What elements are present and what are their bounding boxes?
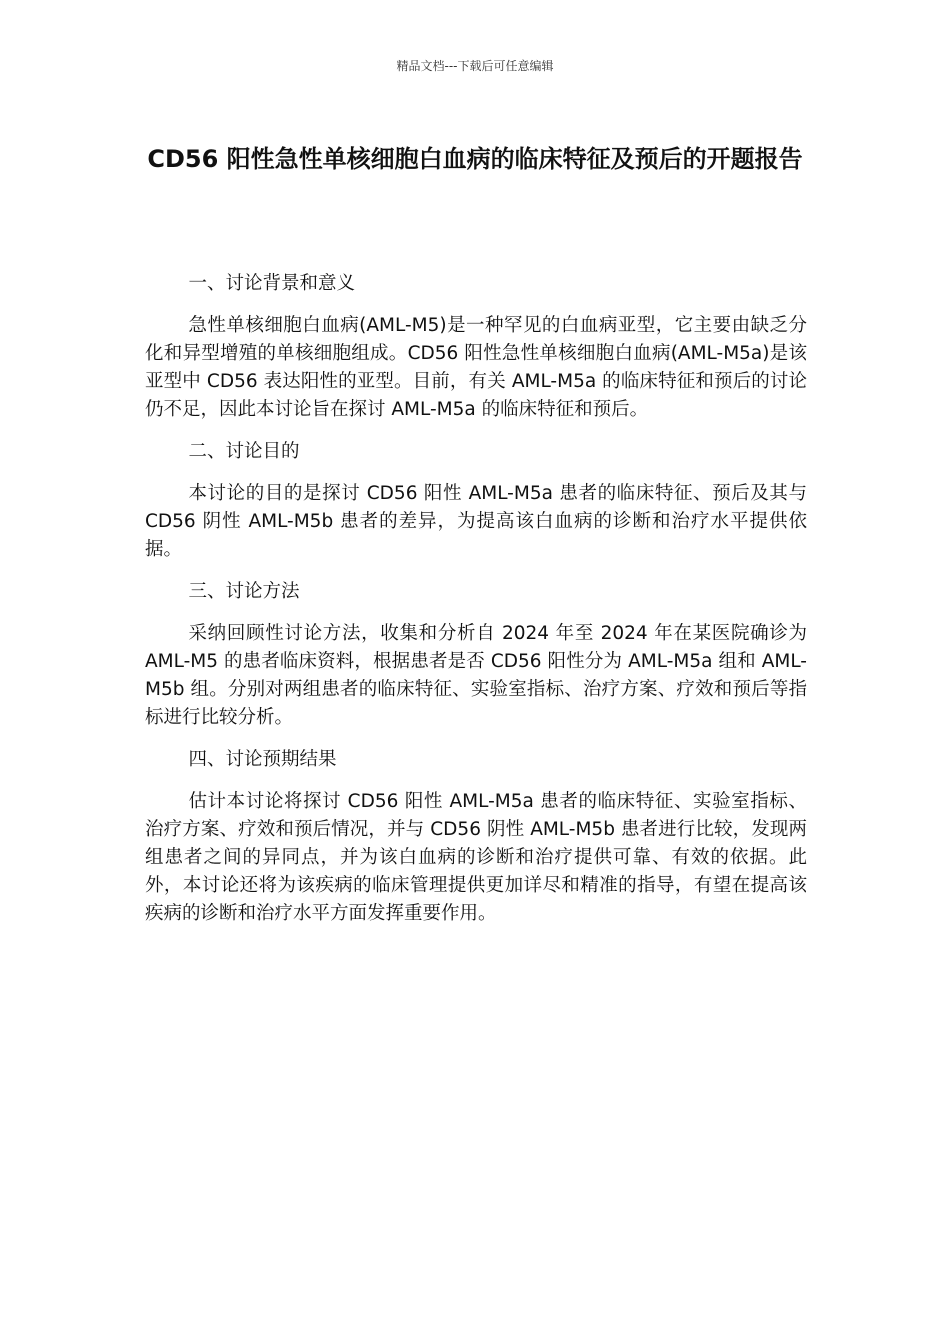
section-body-purpose: 本讨论的目的是探讨 CD56 阳性 AML-M5a 患者的临床特征、预后及其与 CD56 阴性 AML-M5b 患者的差异，为提高该白血病的诊断和治疗水平提供依据。	[145, 483, 807, 560]
section-heading-expected-results: 四、讨论预期结果	[188, 749, 337, 770]
section-body-expected-results: 估计本讨论将探讨 CD56 阳性 AML-M5a 患者的临床特征、实验室指标、治疗方案、疗效和预后情况，并与 CD56 阴性 AML-M5b 患者进行比较，发现两组患者之间的异同点，并为该白血病的诊断和治疗提供可靠、有效的依据。此外，本讨论还将为该疾病的临床管理提供更加详尽和精准的指导，有望在提高该疾病的诊断和治疗水平方面发挥重要作用。	[145, 791, 807, 924]
document-body	[145, 270, 807, 942]
section-body-background: 急性单核细胞白血病(AML-M5)是一种罕见的白血病亚型，它主要由缺乏分化和异型增殖的单核细胞组成。CD56 阳性急性单核细胞白血病(AML-M5a)是该亚型中 CD56 表达阳性的亚型。目前，有关 AML-M5a 的临床特征和预后的讨论仍不足，因此本讨论旨在探讨 AML-M5a 的临床特征和预后。	[145, 315, 807, 420]
section-heading-purpose: 二、讨论目的	[188, 441, 300, 462]
section-heading-background: 一、讨论背景和意义	[188, 273, 355, 294]
document-title: CD56 阳性急性单核细胞白血病的临床特征及预后的开题报告	[147, 145, 803, 173]
header-note: 精品文档---下载后可任意编辑	[396, 59, 554, 73]
section-heading-methods: 三、讨论方法	[188, 581, 300, 602]
section-body-methods: 采纳回顾性讨论方法，收集和分析自 2024 年至 2024 年在某医院确诊为 AML-M5 的患者临床资料，根据患者是否 CD56 阳性分为 AML-M5a 组和 AML-M5b 组。分别对两组患者的临床特征、实验室指标、治疗方案、疗效和预后等指标进行比较分析。	[145, 623, 807, 728]
